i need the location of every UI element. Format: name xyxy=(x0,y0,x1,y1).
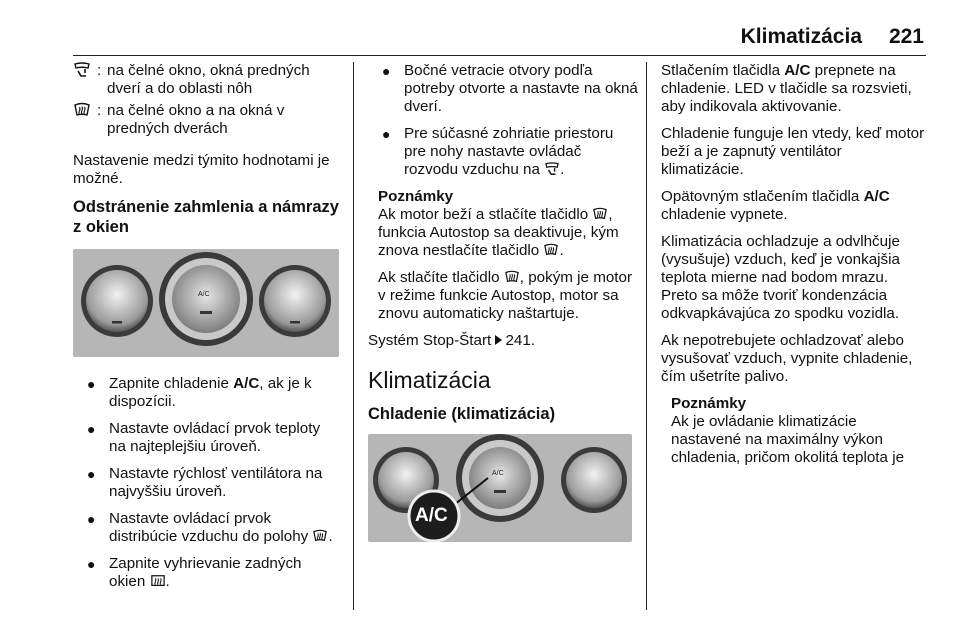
section-title: Klimatizácia xyxy=(368,367,491,393)
definition-colon: : xyxy=(97,62,102,79)
paragraph: Stlačením tlačidla A/C prepnete na chladenie. LED v tlačidle sa rozsvieti, aby indikovala aktivovanie. xyxy=(661,62,912,115)
windshield-footwell-icon xyxy=(73,62,91,78)
list-item: ● Zapnite chladenie A/C, ak je k dispozícii. xyxy=(87,375,312,410)
paragraph: Opätovným stlačením tlačidla A/C chladenie vypnete. xyxy=(661,188,890,223)
note-paragraph: Ak je ovládanie klimatizácie nastavené na maximálny výkon chladenia, pričom okolitá teplota je xyxy=(671,413,905,466)
definition-item xyxy=(73,102,339,138)
rear-defrost-icon xyxy=(150,574,166,588)
cross-reference[interactable]: Systém Stop-Štart 241. xyxy=(368,332,536,349)
definition-item xyxy=(73,62,339,98)
ac-button-figure xyxy=(368,434,632,542)
definition-text: na čelné okno, okná predných dverí a do oblasti nôh xyxy=(107,62,310,97)
paragraph: Nastavenie medzi týmito hodnotami je možné. xyxy=(73,152,330,187)
column-3 xyxy=(661,62,926,476)
note-block xyxy=(671,395,926,467)
defrost-windshield-icon xyxy=(312,529,328,543)
column-divider-1 xyxy=(353,62,354,610)
list-item: ● Bočné vetracie otvory podľa potreby otvorte a nastavte na okná dverí. xyxy=(382,62,638,115)
page-number: 221 xyxy=(888,25,924,48)
section-heading: Odstránenie zahmlenia a námrazy z okien xyxy=(73,198,339,236)
ac-control-illustration xyxy=(368,434,632,542)
list-item: ● Nastavte rýchlosť ventilátora na najvyššiu úroveň. xyxy=(87,465,323,500)
paragraph: Chladenie funguje len vtedy, keď motor beží a je zapnutý ventilátor klimatizácie. xyxy=(661,125,925,178)
note-paragraph: Ak stlačíte tlačidlo , pokým je motor v režime funkcie Autostop, motor sa znovu automaticky naštartuje. xyxy=(378,269,633,322)
bullet-list xyxy=(368,62,638,179)
knob-label: A/C xyxy=(198,291,210,298)
windshield-footwell-icon xyxy=(544,162,560,176)
defrost-windshield-icon xyxy=(504,270,520,284)
defrost-windshield-icon xyxy=(73,102,91,118)
page-header xyxy=(0,25,960,52)
climate-control-figure xyxy=(73,249,339,357)
subsection-title: Chladenie (klimatizácia) xyxy=(368,405,556,423)
column-divider-2 xyxy=(646,62,647,610)
note-title: Poznámky xyxy=(671,395,747,412)
bullet-list xyxy=(73,375,339,591)
paragraph: Klimatizácia ochladzuje a odvlhčuje (vysušuje) vzduch, keď je vonkajšia teplota mierne nad bodom mrazu. Preto sa môže tvoriť kondenzácia odkvapkávajúca zo spodku vozidla. xyxy=(661,233,900,322)
note-block xyxy=(378,188,638,323)
note-title: Poznámky xyxy=(378,188,454,205)
header-rule xyxy=(73,55,926,56)
ac-callout-label: A/C xyxy=(415,505,448,526)
list-item: ● Nastavte ovládací prvok distribúcie vzduchu do polohy . xyxy=(87,510,333,545)
definition-colon: : xyxy=(97,102,102,119)
list-item: ● Pre súčasné zohriatie priestoru pre nohy nastavte ovládač rozvodu vzduchu na . xyxy=(382,125,614,178)
climate-control-illustration xyxy=(73,249,339,357)
definition-text: na čelné okno a na okná v predných dverách xyxy=(107,102,285,137)
note-paragraph: Ak motor beží a stlačíte tlačidlo , funkcia Autostop sa deaktivuje, kým znova nestlačíte tlačidlo . xyxy=(378,206,619,259)
list-item: ● Zapnite vyhrievanie zadných okien . xyxy=(87,555,302,590)
page-title: Klimatizácia xyxy=(740,25,862,48)
reference-arrow-icon xyxy=(495,335,502,345)
defrost-windshield-icon xyxy=(592,207,608,221)
defrost-windshield-icon xyxy=(543,243,559,257)
column-2 xyxy=(368,62,638,542)
column-1 xyxy=(73,62,339,600)
knob-label: A/C xyxy=(492,470,504,477)
list-item: ● Nastavte ovládací prvok teploty na najteplejšiu úroveň. xyxy=(87,420,321,455)
paragraph: Ak nepotrebujete ochladzovať alebo vysušovať vzduch, vypnite chladenie, čím ušetríte palivo. xyxy=(661,332,913,385)
